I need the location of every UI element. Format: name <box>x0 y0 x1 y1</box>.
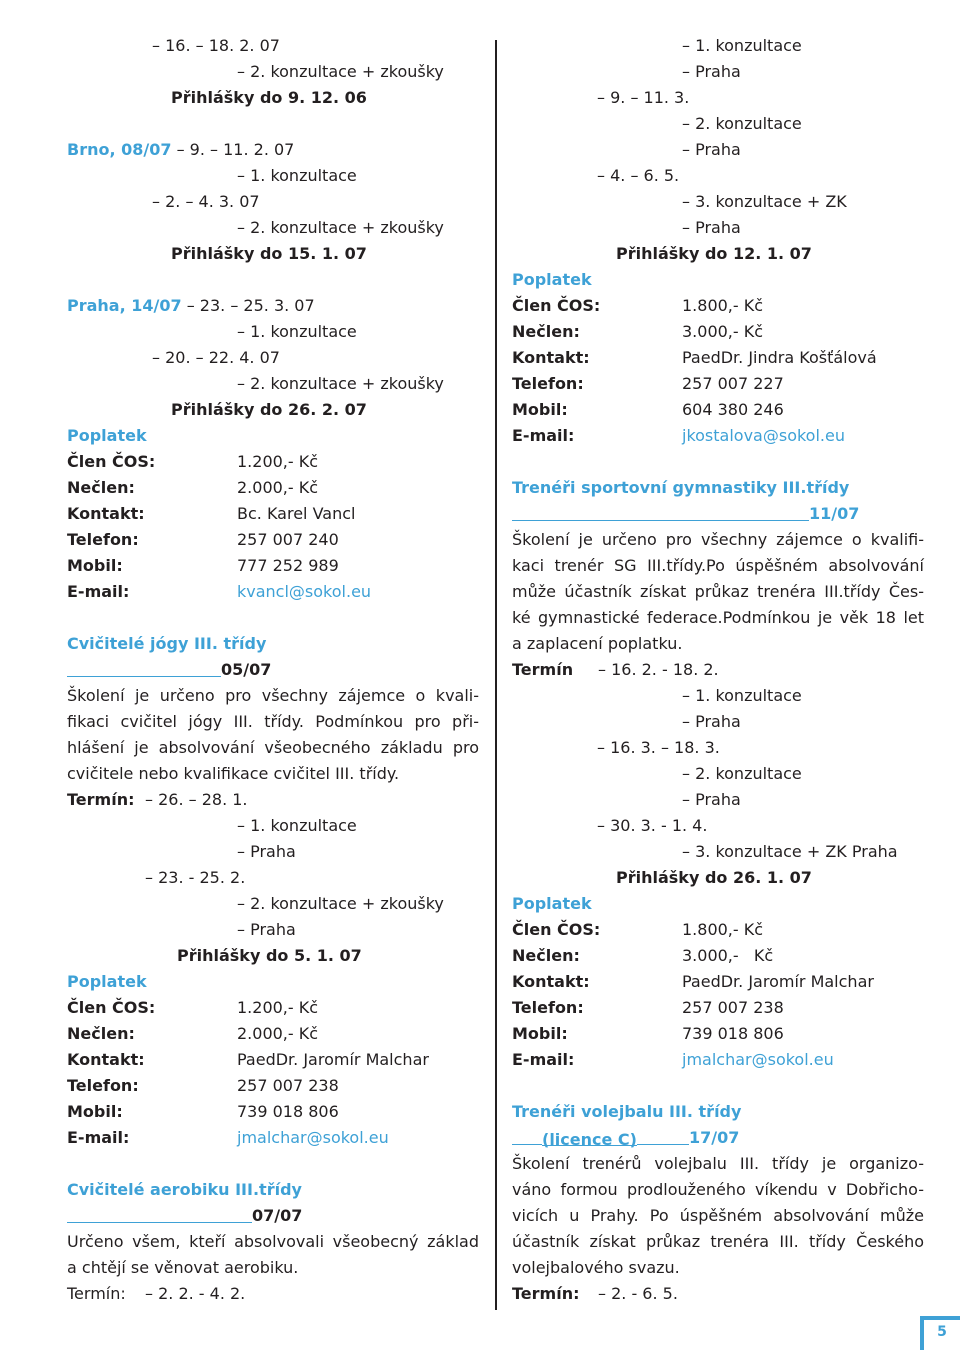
application-deadline: Přihlášky do 12. 1. 07 <box>616 244 812 263</box>
mobile-row: Mobil: 604 380 246 <box>512 400 784 419</box>
course-description: může účastník získat průkaz trenéra III.třídy Čes- <box>512 582 924 601</box>
application-deadline: Přihlášky do 26. 2. 07 <box>171 400 367 419</box>
schedule-line: – 1. konzultace <box>237 166 357 185</box>
course-praha <box>67 293 479 319</box>
schedule-line: – 1. konzultace <box>682 686 802 705</box>
schedule-line: – 23. - 25. 2. <box>145 868 246 887</box>
course-title-yoga: Cvičitelé jógy III. třídy <box>67 634 267 653</box>
column-divider <box>495 40 497 1310</box>
course-description: Školení je určeno pro všechny zájemce o kvali- <box>67 686 479 705</box>
schedule-line: – 4. – 6. 5. <box>597 166 680 185</box>
course-description: volejbalového svazu. <box>512 1258 680 1277</box>
schedule-line: – 20. – 22. 4. 07 <box>152 348 280 367</box>
course-description: ké gymnastické federace.Podmínkou je věk 18 let <box>512 608 924 627</box>
schedule-date: – 9. – 11. 2. 07 <box>176 140 295 159</box>
contact-row: Kontakt: PaedDr. Jindra Košťálová <box>512 348 877 367</box>
schedule-line: – Praha <box>237 920 296 939</box>
fee-row-member: Člen ČOS: 1.800,- Kč <box>512 296 764 315</box>
fee-row-member: Člen ČOS: 1.800,- Kč <box>512 920 764 939</box>
page-number-badge <box>920 1316 960 1350</box>
schedule-line: – 9. – 11. 3. <box>597 88 690 107</box>
course-brno <box>67 137 479 163</box>
schedule-line: – 3. konzultace + ZK <box>682 192 847 211</box>
term-row: Termín: – 26. – 28. 1. <box>67 790 248 809</box>
email-row: E-mail: jmalchar@sokol.eu <box>512 1050 834 1069</box>
course-location: Praha, 14/07 <box>67 296 182 315</box>
email-row: E-mail: kvancl@sokol.eu <box>67 582 372 601</box>
course-description: fikaci cvičitel jógy III. třídy. Podmínkou pro při- <box>67 712 479 731</box>
schedule-line: – 2. konzultace + zkoušky <box>237 894 444 913</box>
schedule-line: – 3. konzultace + ZK Praha <box>682 842 898 861</box>
mobile-row: Mobil: 739 018 806 <box>512 1024 784 1043</box>
course-description: cvičitele nebo kvalifikace cvičitel III. třídy. <box>67 764 400 783</box>
course-description: hlášení je absolvování všeobecného základu pro <box>67 738 479 757</box>
course-description: Určeno všem, kteří absolvovali všeobecný základ <box>67 1232 479 1251</box>
phone-row: Telefon: 257 007 240 <box>67 530 339 549</box>
course-code: 11/07 <box>512 501 924 527</box>
left-column <box>67 33 479 1307</box>
contact-row: Kontakt: PaedDr. Jaromír Malchar <box>512 972 874 991</box>
phone-row: Telefon: 257 007 238 <box>512 998 784 1017</box>
phone-row: Telefon: 257 007 227 <box>512 374 784 393</box>
application-deadline: Přihlášky do 15. 1. 07 <box>171 244 367 263</box>
schedule-line: – 2. – 4. 3. 07 <box>152 192 260 211</box>
mobile-row: Mobil: 777 252 989 <box>67 556 339 575</box>
course-description: Školení je určeno pro všechny zájemce o kvalifi- <box>512 530 924 549</box>
schedule-line: – 1. konzultace <box>237 322 357 341</box>
course-title-gymnastics: Trenéři sportovní gymnastiky III.třídy <box>512 478 850 497</box>
schedule-line: – 2. konzultace + zkoušky <box>237 218 444 237</box>
email-link[interactable]: jmalchar@sokol.eu <box>237 1128 389 1147</box>
schedule-line: – 16. 3. – 18. 3. <box>597 738 720 757</box>
fee-heading: Poplatek <box>512 270 592 289</box>
schedule-line: – 2. konzultace <box>682 114 802 133</box>
course-description: Školení trenérů volejbalu III. třídy je organizo- <box>512 1154 924 1173</box>
schedule-line: – 16. – 18. 2. 07 <box>152 36 280 55</box>
right-column <box>512 33 924 1307</box>
course-description: a chtějí se věnovat aerobiku. <box>67 1258 299 1277</box>
contact-row: Kontakt: Bc. Karel Vancl <box>67 504 356 523</box>
course-title-aerobic: Cvičitelé aerobiku III.třídy <box>67 1180 302 1199</box>
course-location: Brno, 08/07 <box>67 140 172 159</box>
schedule-date: – 23. – 25. 3. 07 <box>186 296 315 315</box>
phone-row: Telefon: 257 007 238 <box>67 1076 339 1095</box>
term-row: Termín: – 2. - 6. 5. <box>512 1284 678 1303</box>
schedule-line: – 1. konzultace <box>682 36 802 55</box>
course-code: 05/07 <box>67 657 479 683</box>
fee-row-member: Člen ČOS: 1.200,- Kč <box>67 998 319 1017</box>
schedule-line: – 1. konzultace <box>237 816 357 835</box>
term-row: Termín – 16. 2. - 18. 2. <box>512 660 719 679</box>
course-description: účastník získat průkaz trenéra III. třídy Českého <box>512 1232 924 1251</box>
schedule-line: – Praha <box>682 712 741 731</box>
fee-row-nonmember: Nečlen: 2.000,- Kč <box>67 1024 319 1043</box>
fee-heading: Poplatek <box>67 972 147 991</box>
application-deadline: Přihlášky do 26. 1. 07 <box>616 868 812 887</box>
page-number: 5 <box>937 1324 947 1340</box>
schedule-line: – Praha <box>682 140 741 159</box>
schedule-line: – 2. konzultace <box>682 764 802 783</box>
email-link[interactable]: jkostalova@sokol.eu <box>682 426 845 445</box>
email-link[interactable]: kvancl@sokol.eu <box>237 582 372 601</box>
term-row: Termín: – 2. 2. - 4. 2. <box>67 1284 246 1303</box>
fee-row-nonmember: Nečlen: 3.000,- Kč <box>512 946 774 965</box>
schedule-line: – Praha <box>237 842 296 861</box>
course-title-volleyball: Trenéři volejbalu III. třídy <box>512 1102 742 1121</box>
email-link[interactable]: jmalchar@sokol.eu <box>682 1050 834 1069</box>
schedule-line: – 2. konzultace + zkoušky <box>237 374 444 393</box>
schedule-line: – Praha <box>682 218 741 237</box>
course-code: 07/07 <box>67 1203 479 1229</box>
course-description: kaci trenér SG III.třídy.Po úspěšném absolvování <box>512 556 924 575</box>
contact-row: Kontakt: PaedDr. Jaromír Malchar <box>67 1050 429 1069</box>
schedule-line: – Praha <box>682 62 741 81</box>
course-description: a zaplacení poplatku. <box>512 634 683 653</box>
email-row: E-mail: jkostalova@sokol.eu <box>512 426 845 445</box>
course-code: (licence C) 17/07 <box>512 1125 924 1151</box>
fee-row-member: Člen ČOS: 1.200,- Kč <box>67 452 319 471</box>
fee-heading: Poplatek <box>67 426 147 445</box>
email-row: E-mail: jmalchar@sokol.eu <box>67 1128 389 1147</box>
schedule-line: – 30. 3. - 1. 4. <box>597 816 708 835</box>
fee-heading: Poplatek <box>512 894 592 913</box>
fee-row-nonmember: Nečlen: 2.000,- Kč <box>67 478 319 497</box>
course-description: váno formou prodlouženého víkendu v Dobřicho- <box>512 1180 924 1199</box>
mobile-row: Mobil: 739 018 806 <box>67 1102 339 1121</box>
schedule-line: – Praha <box>682 790 741 809</box>
course-description: vicích u Prahy. Po úspěšném absolvování může <box>512 1206 924 1225</box>
application-deadline: Přihlášky do 9. 12. 06 <box>171 88 367 107</box>
fee-row-nonmember: Nečlen: 3.000,- Kč <box>512 322 764 341</box>
schedule-line: – 2. konzultace + zkoušky <box>237 62 444 81</box>
application-deadline: Přihlášky do 5. 1. 07 <box>177 946 362 965</box>
